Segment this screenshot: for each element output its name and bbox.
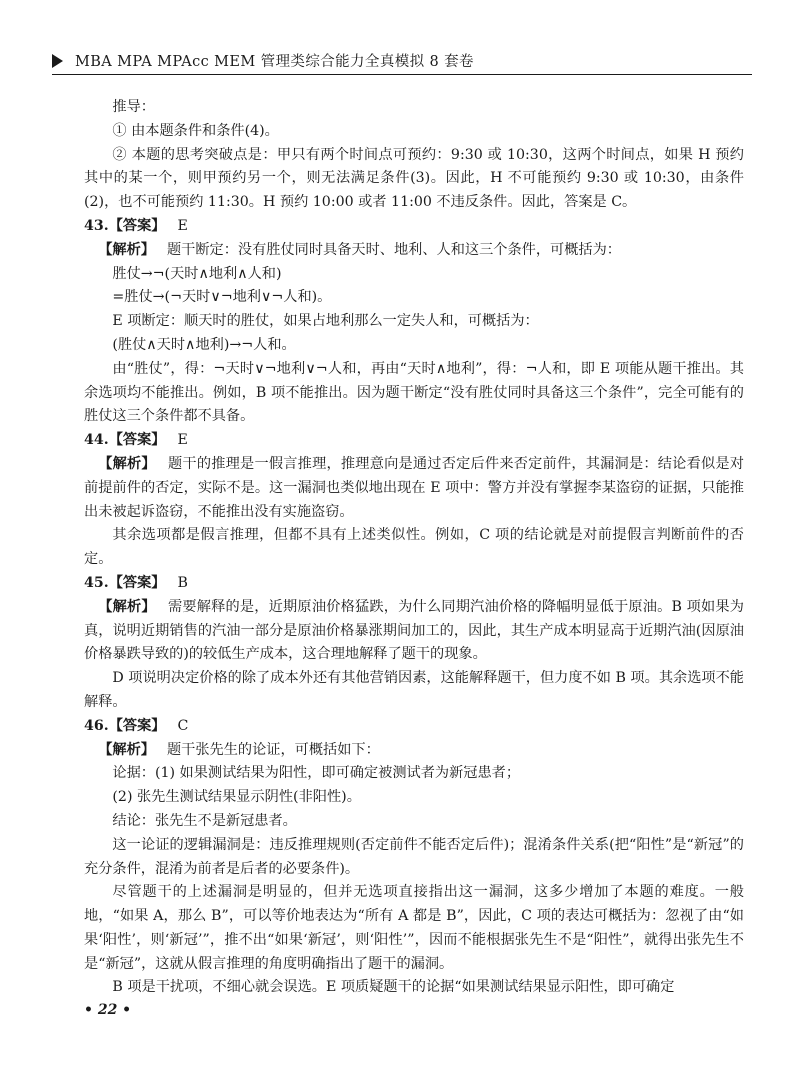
answer-value: B <box>177 574 188 591</box>
answer-value: E <box>177 217 188 234</box>
header-rule <box>52 74 752 75</box>
body-paragraph: 胜仗→¬(天时∧地利∧人和) <box>112 265 282 282</box>
body-paragraph: D 项说明决定价格的除了成本外还有其他营销因素，这能解释题干，但力度不如 B 项。其余选项不能解释。 <box>84 670 744 710</box>
page-body <box>84 96 744 1000</box>
answer-line <box>84 215 744 239</box>
answer-label: 【答案】 <box>108 717 166 734</box>
body-paragraph: 其余选项都是假言推理，但都不具有上述类似性。例如，C 项的结论就是对前提假言判断前件的否定。 <box>84 527 744 568</box>
answer-value: E <box>177 432 188 449</box>
body-paragraph: ① 由本题条件和条件(4)。 <box>112 122 279 139</box>
analysis-label: 【解析】 <box>98 741 155 758</box>
analysis-paragraph <box>84 239 744 263</box>
body-paragraph: 这一论证的逻辑漏洞是：违反推理规则(否定前件不能否定后件)；混淆条件关系(把“阳性”是“新冠”的充分条件，混淆为前者是后者的必要条件)。 <box>84 836 744 877</box>
running-header <box>52 50 752 71</box>
answer-label: 【答案】 <box>108 432 166 449</box>
answer-line <box>84 429 744 453</box>
body-paragraph: E 项断定：顺天时的胜仗，如果占地利那么一定失人和，可概括为： <box>112 313 539 330</box>
question-number: 43. <box>84 217 109 234</box>
analysis-paragraph <box>84 453 744 524</box>
analysis-text: 题干张先生的论证，可概括如下： <box>166 741 380 758</box>
answer-line <box>84 572 744 596</box>
body-paragraph: 推导： <box>112 99 155 115</box>
analysis-text: 题干的推理是一假言推理，推理意向是通过否定后件来否定前件，其漏洞是：结论看似是对前提前件的否定，实际不是。这一漏洞也类似地出现在 E 项中：警方并没有掌握李某盗窃的证据，只能推出未被起诉盗窃，不能推出没有实施盗窃。 <box>84 455 744 520</box>
answer-value: C <box>177 717 189 734</box>
question-number: 45. <box>84 574 109 591</box>
page-number: • 22 • <box>84 1002 132 1018</box>
header-title: MBA MPA MPAcc MEM 管理类综合能力全真模拟 8 套卷 <box>75 54 474 70</box>
body-paragraph: (2) 张先生测试结果显示阴性(非阳性)。 <box>112 789 361 806</box>
body-paragraph: (胜仗∧天时∧地利)→¬人和。 <box>112 336 296 353</box>
body-paragraph: 尽管题干的上述漏洞是明显的，但并无选项直接指出这一漏洞，这多少增加了本题的难度。一般地，“如果 A，那么 B”，可以等价地表达为“所有 A 都是 B”，因此，C 项的表达可概括为：忽视了由“如果‘阳性’，则‘新冠’”，推不出“如果‘新冠’，则‘阳性’”，因而不能根据张先生不是“阳性”，就得出张先生不是“新冠”，这就从假言推理的角度明确指出了题干的漏洞。 <box>84 884 744 972</box>
body-paragraph: 结论：张先生不是新冠患者。 <box>112 812 297 829</box>
analysis-paragraph <box>84 739 744 763</box>
question-number: 46. <box>84 717 109 734</box>
triangle-marker-icon <box>52 54 63 68</box>
analysis-label: 【解析】 <box>98 241 155 258</box>
question-number: 44. <box>84 432 109 449</box>
answer-line <box>84 715 744 739</box>
answer-label: 【答案】 <box>108 217 166 234</box>
body-paragraph: 论据：(1) 如果测试结果为阳性，即可确定被测试者为新冠患者； <box>112 765 521 782</box>
analysis-text: 需要解释的是，近期原油价格猛跌，为什么同期汽油价格的降幅明显低于原油。B 项如果为真，说明近期销售的汽油一部分是原油价格暴涨期间加工的，因此，其生产成本明显高于近期汽油(因原油价格暴跌导致的)的较低生产成本，这合理地解释了题干的现象。 <box>84 598 744 663</box>
analysis-label: 【解析】 <box>98 455 156 472</box>
body-paragraph: ② 本题的思考突破点是：甲只有两个时间点可预约：9:30 或 10:30，这两个时间点，如果 H 预约其中的某一个，则甲预约另一个，则无法满足条件(3)。因此，H 不可能预约 9:30 或 10:30，由条件(2)，也不可能预约 11:30。H 预约 10:00 或者 11:00 不违反条件。因此，答案是 C。 <box>84 146 744 211</box>
analysis-label: 【解析】 <box>98 598 156 615</box>
analysis-text: 题干断定：没有胜仗同时具备天时、地利、人和这三个条件，可概括为： <box>166 241 621 258</box>
body-paragraph: =胜仗→(¬天时∨¬地利∨¬人和)。 <box>112 289 332 306</box>
analysis-paragraph <box>84 596 744 667</box>
body-paragraph: 由“胜仗”，得：¬天时∨¬地利∨¬人和，再由“天时∧地利”，得：¬人和，即 E 项能从题干推出。其余选项均不能推出。例如，B 项不能推出。因为题干断定“没有胜仗同时具备这三个条件”，完全可能有的胜仗这三个条件都不具备。 <box>84 360 744 425</box>
answer-label: 【答案】 <box>108 574 166 591</box>
body-paragraph: B 项是干扰项，不细心就会误选。E 项质疑题干的论据“如果测试结果显示阳性，即可确定 <box>112 979 675 996</box>
